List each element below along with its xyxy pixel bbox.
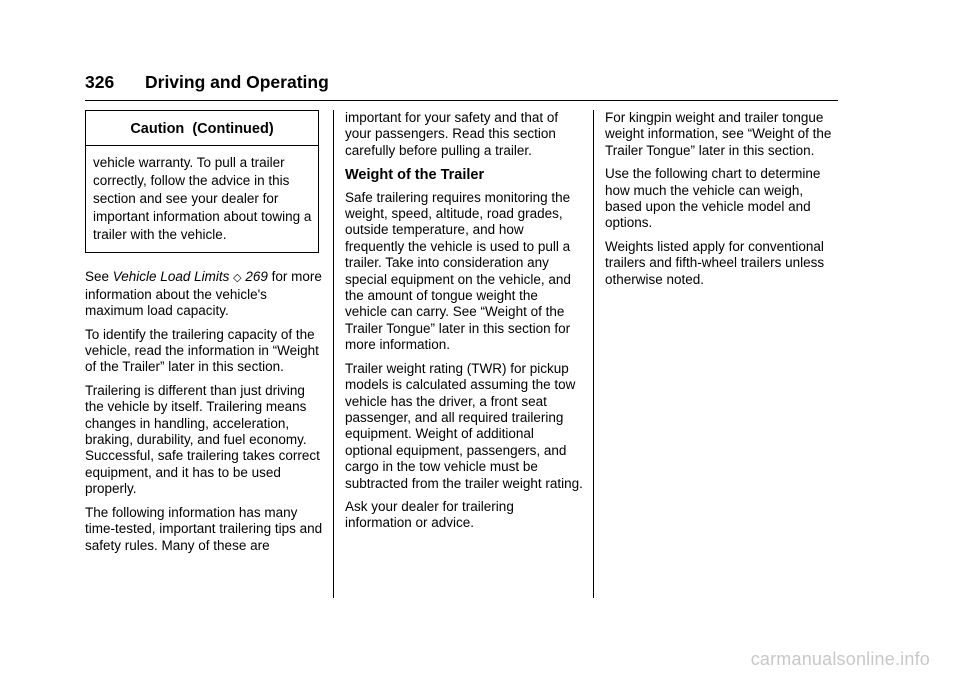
section-title: Driving and Operating [145,72,329,92]
paragraph: Trailer weight rating (TWR) for pickup models is calculated assuming the tow vehicle has the driver, a front seat passenger, and all required trailering equipment. Weight of additional optional equipment, passengers, and cargo in the tow vehicle must be subtracted from the trailer weight rating. [345,360,583,491]
column-3 [605,110,841,295]
paragraph: Trailering is different than just driving the vehicle by itself. Trailering means changes in handling, acceleration, braking, durability, and fuel economy. Successful, safe trailering takes correct equipment, and it has to be used properly. [85,382,320,497]
column-1 [85,110,325,561]
caution-box [85,110,319,253]
subsection-heading: Weight of the Trailer [345,167,485,184]
page-number: 326 [85,72,115,92]
cross-reference-link[interactable]: Vehicle Load Limits [112,269,230,285]
paragraph: To identify the trailering capacity of the vehicle, read the information in “Weight of the Trailer” later in this section. [85,326,319,375]
caution-text: vehicle warranty. To pull a trailer correctly, follow the advice in this section and see your dealer for important information about towing a trailer with the vehicle. [93,155,312,243]
column-2 [345,110,583,539]
paragraph: Weights listed apply for conventional trailers and fifth-wheel trailers unless otherwise noted. [605,238,825,287]
caution-continued: (Continued) [192,121,274,137]
paragraph: Ask your dealer for trailering information or advice. [345,498,514,531]
watermark: carmanualsonline.info [750,649,930,669]
page-reference-icon: ◇ [233,272,242,285]
paragraph: Use the following chart to determine how much the vehicle can weigh, based upon the vehicle model and options. [605,166,821,231]
paragraph: important for your safety and that of your passengers. Read this section carefully before pulling a trailer. [345,110,559,158]
cross-reference-page[interactable]: 269 [245,269,268,285]
column-divider [593,110,594,598]
paragraph: For kingpin weight and trailer tongue weight information, see “Weight of the Trailer Tongue” later in this section. [605,110,832,158]
paragraph: The following information has many time-tested, important trailering tips and safety rules. Many of these are [85,504,323,553]
column-divider [333,110,334,598]
page-header [85,70,838,101]
caution-heading [86,111,318,146]
caution-word: Caution [130,121,185,137]
paragraph: Safe trailering requires monitoring the weight, speed, altitude, road grades, outside temperature, and how frequently the vehicle is used to pull a trailer. Take into consideration any special equipment on the vehicle, and the amount of tongue weight the vehicle can carry. See “Weight of the Trailer Tongue” later in this section for more information. [345,189,571,353]
paragraph: See Vehicle Load Limits ◇ 269 for more information about the vehicle's maximum load capacity. [85,269,322,319]
